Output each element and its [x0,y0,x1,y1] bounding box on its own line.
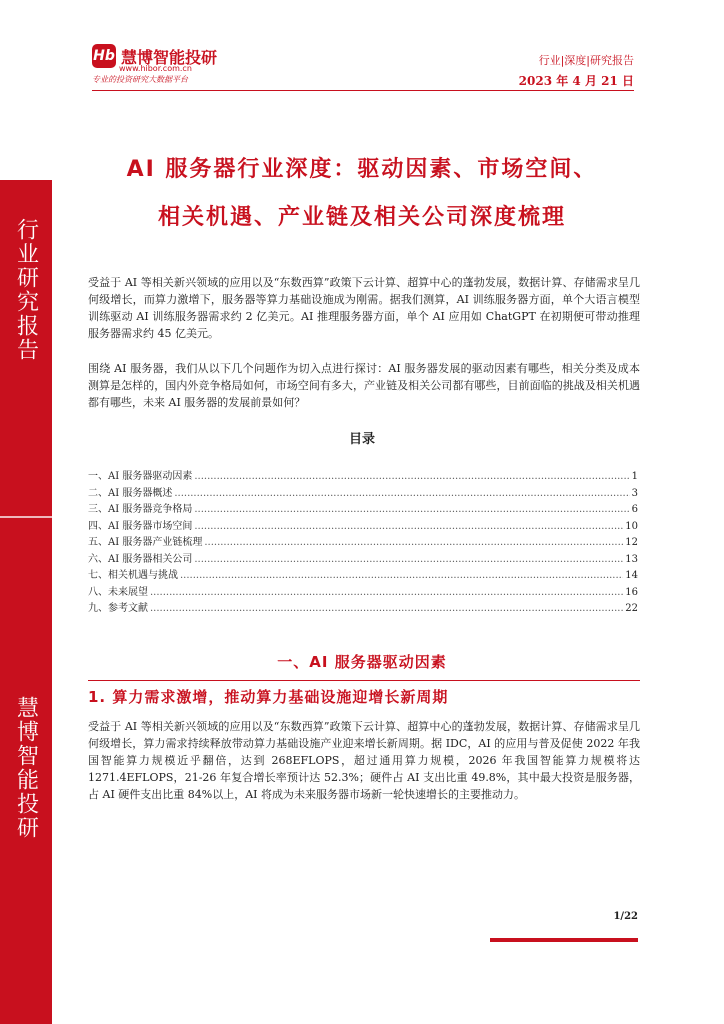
report-meta [519,52,634,89]
side-label-report-type: 行业研究报告 [13,218,39,362]
toc-item[interactable] [88,533,638,550]
logo-icon: Hb [92,44,116,68]
report-title-line-1: AI 服务器行业深度：驱动因素、市场空间、 [126,157,598,182]
toc-item-label: 九、参考文献 [88,603,148,614]
intro-paragraph-1: 受益于 AI 等相关新兴领域的应用以及“东数西算”政策下云计算、超算中心的蓬勃发展，数据计算、存储需求呈几何级增长，而算力激增下，服务器等算力基础设施成为刚需。据我们测算，AI 训练服务器方面，单个大语言模型训练驱动 AI 训练服务器需求约 2 亿美元。AI 推理服务器方面，单个 AI 应用如 ChatGPT 在初期便可带动推理服务器需求约 45 亿美元。 [88,276,640,340]
toc-item-page: 13 [625,553,638,565]
side-label-brand: 慧博智能投研 [13,695,39,840]
toc-item-page: 22 [625,603,638,614]
toc-item-page: 14 [625,570,638,581]
page-number: 1/22 [613,911,638,922]
toc-item[interactable] [88,550,638,567]
toc-item-label: 四、AI 服务器市场空间 [88,520,193,532]
toc-item-label: 二、AI 服务器概述 [88,487,173,499]
intro-paragraph-2: 围绕 AI 服务器，我们从以下几个问题作为切入点进行探讨：AI 服务器发展的驱动因素有哪些，相关分类及成本测算是怎样的，国内外竞争格局如何，市场空间有多大，产业链及相关公司都有哪些，目前面临的挑战及相关机遇都有哪些，未来 AI 服务器的发展前景如何？ [88,362,640,409]
toc-item-page: 12 [625,537,638,548]
toc-item-label: 八、未来展望 [88,586,148,598]
toc-item-page: 10 [625,520,638,532]
section-heading: 一、AI 服务器驱动因素 [277,653,447,671]
brand-slogan: 专业的投资研究大数据平台 [92,75,188,84]
toc-item[interactable] [88,467,638,484]
toc-item[interactable] [88,517,638,534]
toc-item-page: 6 [631,504,638,515]
section-divider [88,680,640,681]
header-divider [92,90,634,91]
report-date: 2023 年 4 月 21 日 [518,74,634,88]
toc-item-label: 五、AI 服务器产业链梳理 [88,537,203,548]
table-of-contents [88,467,638,616]
toc-item[interactable] [88,566,638,583]
toc-item[interactable] [88,500,638,517]
subsection-heading: 1. 算力需求激增，推动算力基础设施迎增长新周期 [88,688,449,706]
toc-item[interactable] [88,599,638,616]
toc-item-page: 3 [631,487,638,499]
toc-item-page: 16 [625,586,638,598]
toc-item[interactable] [88,484,638,501]
brand-url: www.hibor.com.cn [119,64,192,73]
side-divider [0,516,52,518]
toc-item-label: 三、AI 服务器竞争格局 [88,504,193,515]
report-tags: 行业|深度|研究报告 [538,54,634,67]
side-band [0,180,52,1024]
toc-item-label: 七、相关机遇与挑战 [88,570,178,581]
report-title-line-2: 相关机遇、产业链及相关公司深度梳理 [157,205,566,230]
brand-name: 慧博智能投研 [121,47,218,67]
toc-item-label: 六、AI 服务器相关公司 [88,553,193,565]
toc-item-page: 1 [631,471,638,482]
section-body: 受益于 AI 等相关新兴领域的应用以及“东数西算”政策下云计算、超算中心的蓬勃发展，数据计算、存储需求呈几何级增长，算力需求持续释放带动算力基础设施产业迎来增长新周期。据 IDC，AI 的应用与普及促使 2022 年我国智能算力规模近乎翻倍，达到 268EFLOPS，超过通用算力规模，2026 年我国智能算力规模将达 1271.4EFLOPS，21-26 年复合增长率预计达 52.3%；硬件占 AI 支出比重 49.8%，其中最大投资是服务器，占 AI 硬件支出比重 84%以上，AI 将成为未来服务器市场新一轮快速增长的主要推动力。 [88,720,640,801]
toc-item-label: 一、AI 服务器驱动因素 [88,471,193,482]
footer-bar [490,938,638,942]
toc-item[interactable] [88,583,638,600]
toc-heading: 目录 [348,432,375,447]
